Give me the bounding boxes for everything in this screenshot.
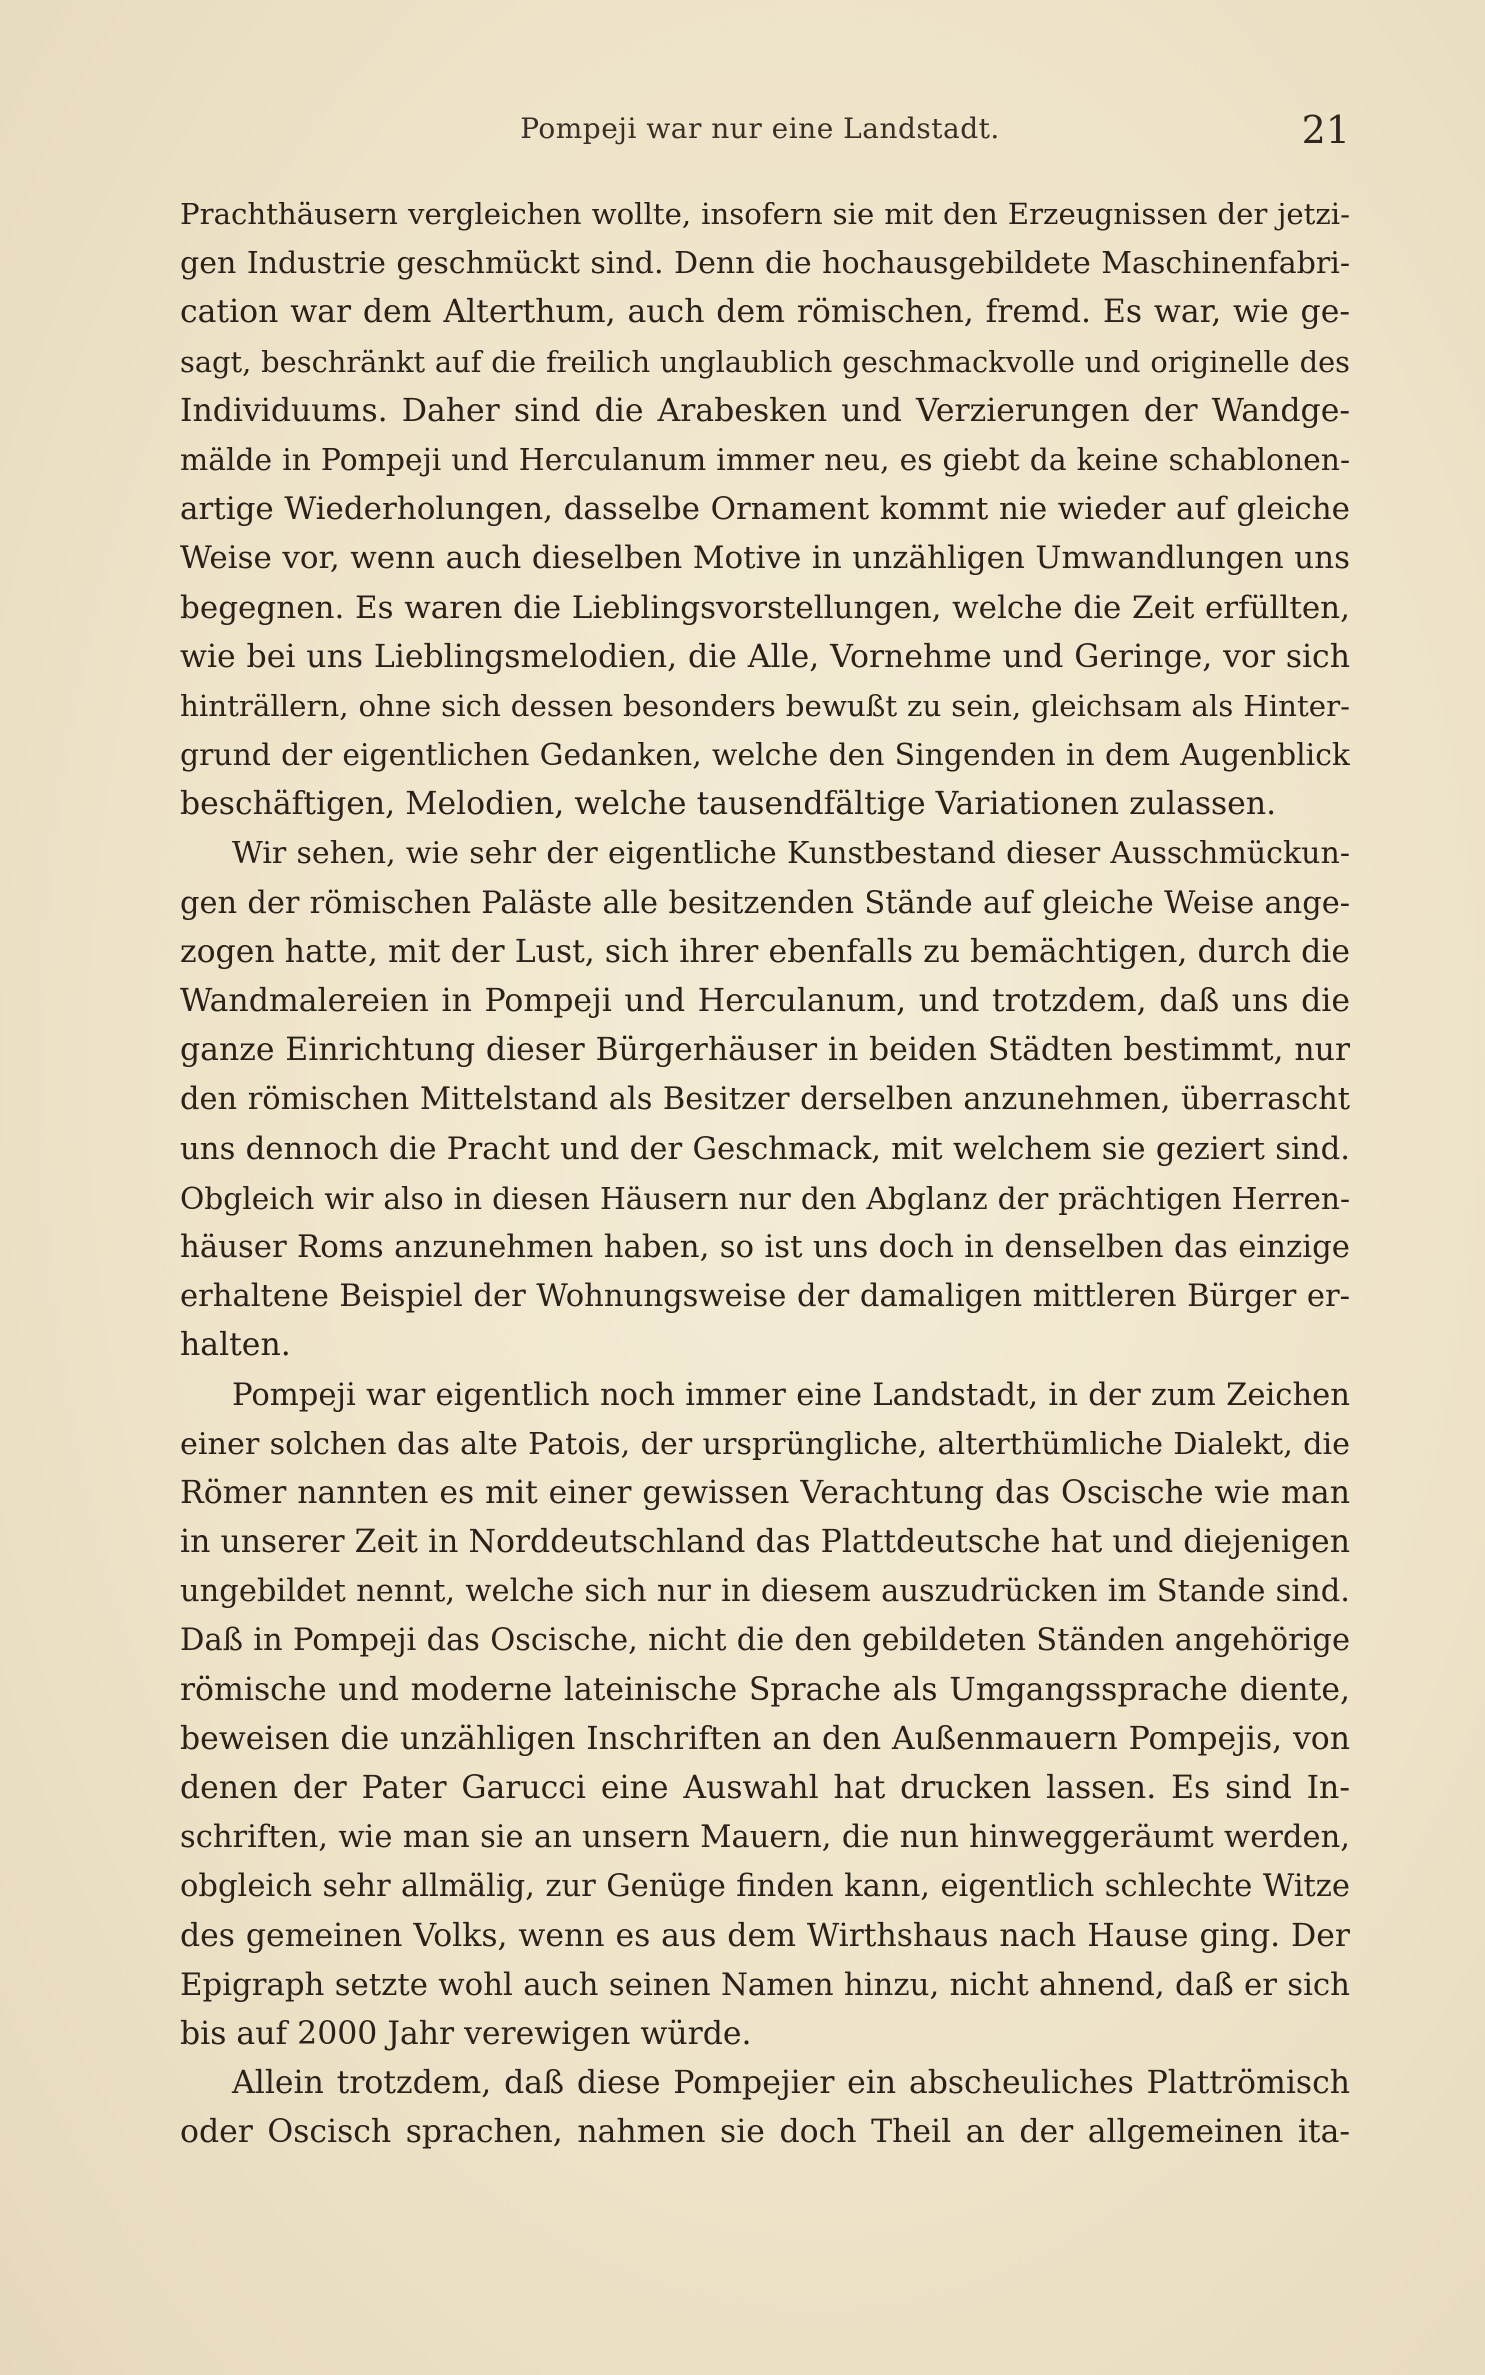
paragraph-first-line: Pompeji war eigentlich noch immer eine Landstadt, in der zum Zeichen xyxy=(232,1377,1350,1413)
text-line: cation war dem Alterthum, auch dem römischen, fremd. Es war, wie ge- xyxy=(180,294,1350,331)
text-line: Individuums. Daher sind die Arabesken und Verzierungen der Wandge- xyxy=(180,392,1350,429)
text-line: uns dennoch die Pracht und der Geschmack, mit welchem sie geziert sind. xyxy=(180,1130,1350,1167)
text-line: gen der römischen Paläste alle besitzenden Stände auf gleiche Weise ange- xyxy=(180,885,1350,921)
text-line: grund der eigentlichen Gedanken, welche den Singenden in dem Augenblick xyxy=(180,738,1350,774)
text-line: mälde in Pompeji und Herculanum immer neu, es giebt da keine schablonen- xyxy=(180,442,1350,478)
text-line: ganze Einrichtung dieser Bürgerhäuser in beiden Städten bestimmt, nur xyxy=(180,1032,1350,1069)
text-line: sagt, beschränkt auf die freilich unglaublich geschmackvolle und originelle des xyxy=(180,344,1350,379)
text-line: des gemeinen Volks, wenn es aus dem Wirthshaus nach Hause ging. Der xyxy=(180,1917,1350,1954)
text-line: den römischen Mittelstand als Besitzer derselben anzunehmen, überrascht xyxy=(180,1082,1350,1118)
text-line: oder Oscisch sprachen, nahmen sie doch Theil an der allgemeinen ita- xyxy=(180,2114,1350,2151)
text-line: beweisen die unzähligen Inschriften an den Außenmauern Pompejis, von xyxy=(180,1720,1350,1757)
running-title: Pompeji war nur eine Landstadt. xyxy=(520,112,1000,145)
text-line: Weise vor, wenn auch dieselben Motive in unzähligen Umwandlungen uns xyxy=(180,540,1350,577)
text-line: Daß in Pompeji das Oscische, nicht die den gebildeten Ständen angehörige xyxy=(180,1623,1350,1659)
page-number: 21 xyxy=(1301,108,1350,152)
paragraph-first-line: Allein trotzdem, daß diese Pompejier ein abscheuliches Plattrömisch xyxy=(232,2065,1350,2102)
text-line: ungebildet nennt, welche sich nur in diesem auszudrücken im Stande sind. xyxy=(180,1574,1350,1610)
text-line: Römer nannten es mit einer gewissen Verachtung das Oscische wie man xyxy=(180,1474,1350,1511)
text-line: artige Wiederholungen, dasselbe Ornament kommt nie wieder auf gleiche xyxy=(180,491,1350,528)
text-line: denen der Pater Garucci eine Auswahl hat drucken lassen. Es sind In- xyxy=(180,1770,1350,1806)
text-line: wie bei uns Lieblingsmelodien, die Alle, Vornehme und Geringe, vor sich xyxy=(180,638,1350,675)
paragraph-end-line: bis auf 2000 Jahr verewigen würde. xyxy=(180,2015,752,2052)
body-text xyxy=(180,190,1350,2158)
text-line: häuser Roms anzunehmen haben, so ist uns doch in denselben das einzige xyxy=(180,1228,1350,1265)
text-line: erhaltene Beispiel der Wohnungsweise der damaligen mittleren Bürger er- xyxy=(180,1279,1350,1315)
paragraph-end-line: halten. xyxy=(180,1327,291,1364)
text-line: obgleich sehr allmälig, zur Genüge finden kann, eigentlich schlechte Witze xyxy=(180,1869,1350,1905)
text-line: Obgleich wir also in diesen Häusern nur den Abglanz der prächtigen Herren- xyxy=(180,1180,1350,1216)
paragraph-first-line: Wir sehen, wie sehr der eigentliche Kunstbestand dieser Ausschmückun- xyxy=(232,836,1350,872)
text-line: begegnen. Es waren die Lieblingsvorstellungen, welche die Zeit erfüllten, xyxy=(180,589,1350,626)
paragraph-end-line: beschäftigen, Melodien, welche tausendfältige Variationen zulassen. xyxy=(180,786,1277,823)
text-line: zogen hatte, mit der Lust, sich ihrer ebenfalls zu bemächtigen, durch die xyxy=(180,933,1350,970)
text-line: hinträllern, ohne sich dessen besonders bewußt zu sein, gleichsam als Hinter- xyxy=(180,688,1350,723)
text-line: Epigraph setzte wohl auch seinen Namen hinzu, nicht ahnend, daß er sich xyxy=(180,1966,1350,2003)
text-line: schriften, wie man sie an unsern Mauern, die nun hinweggeräumt werden, xyxy=(180,1820,1350,1856)
text-line: römische und moderne lateinische Sprache als Umgangssprache diente, xyxy=(180,1671,1350,1708)
page-header xyxy=(180,108,1350,158)
text-line: gen Industrie geschmückt sind. Denn die hochausgebildete Maschinenfabri- xyxy=(180,246,1350,282)
text-line: in unserer Zeit in Norddeutschland das Plattdeutsche hat und diejenigen xyxy=(180,1524,1350,1561)
text-line: einer solchen das alte Patois, der ursprüngliche, alterthümliche Dialekt, die xyxy=(180,1426,1350,1462)
text-line: Prachthäusern vergleichen wollte, insofern sie mit den Erzeugnissen der jetzi- xyxy=(180,197,1350,231)
text-line: Wandmalereien in Pompeji und Herculanum, und trotzdem, daß uns die xyxy=(180,983,1350,1019)
